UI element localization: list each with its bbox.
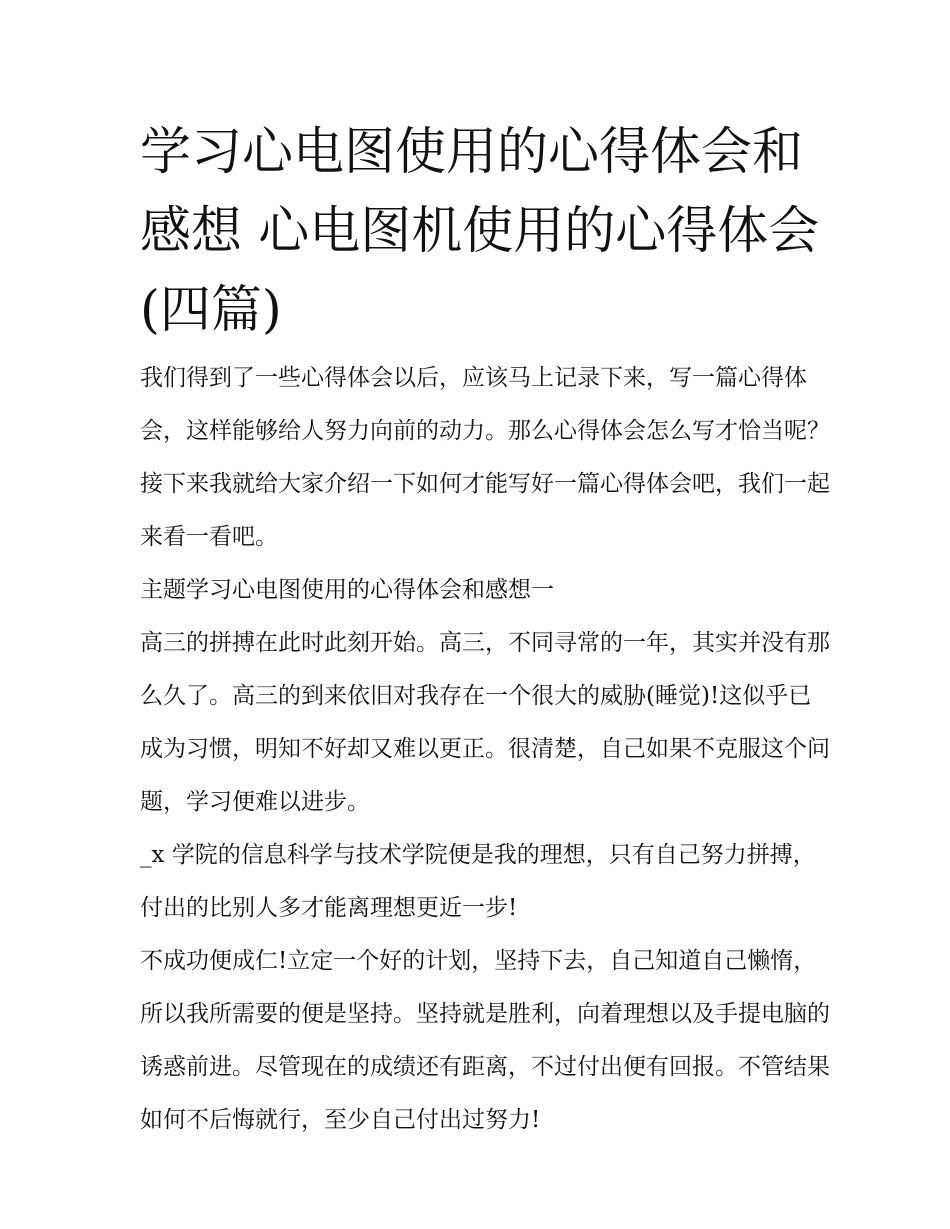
paragraph-intro: 我们得到了一些心得体会以后，应该马上记录下来，写一篇心得体会，这样能够给人努力向前的动力。那么心得体会怎么写才恰当呢？接下来我就给大家介绍一下如何才能写好一篇心得体会吧，我们一起来看一看吧。 <box>140 365 830 550</box>
document-title: 学习心电图使用的心得体会和感想 心电图机使用的心得体会(四篇) <box>140 123 820 340</box>
paragraph-persistence: 不成功便成仁!立定一个好的计划，坚持下去，自己知道自己懒惰，所以我所需要的便是坚持。坚持就是胜利，向着理想以及手提电脑的诱惑前进。尽管现在的成绩还有距离，不过付出便有回报。不管结果如何不后悔就行，至少自己付出过努力! <box>140 948 830 1133</box>
paragraph-ideal: _x 学院的信息科学与技术学院便是我的理想，只有自己努力拼搏，付出的比别人多才能离理想更近一步! <box>140 842 816 921</box>
paragraph-senior-year: 高三的拼搏在此时此刻开始。高三，不同寻常的一年，其实并没有那么久了。高三的到来依旧对我存在一个很大的威胁(睡觉)!这似乎已成为习惯，明知不好却又难以更正。很清楚，自己如果不克服这个问题，学习便难以进步。 <box>140 630 830 815</box>
paragraph-section-heading: 主题学习心电图使用的心得体会和感想一 <box>140 577 554 603</box>
document-body <box>140 352 830 1147</box>
